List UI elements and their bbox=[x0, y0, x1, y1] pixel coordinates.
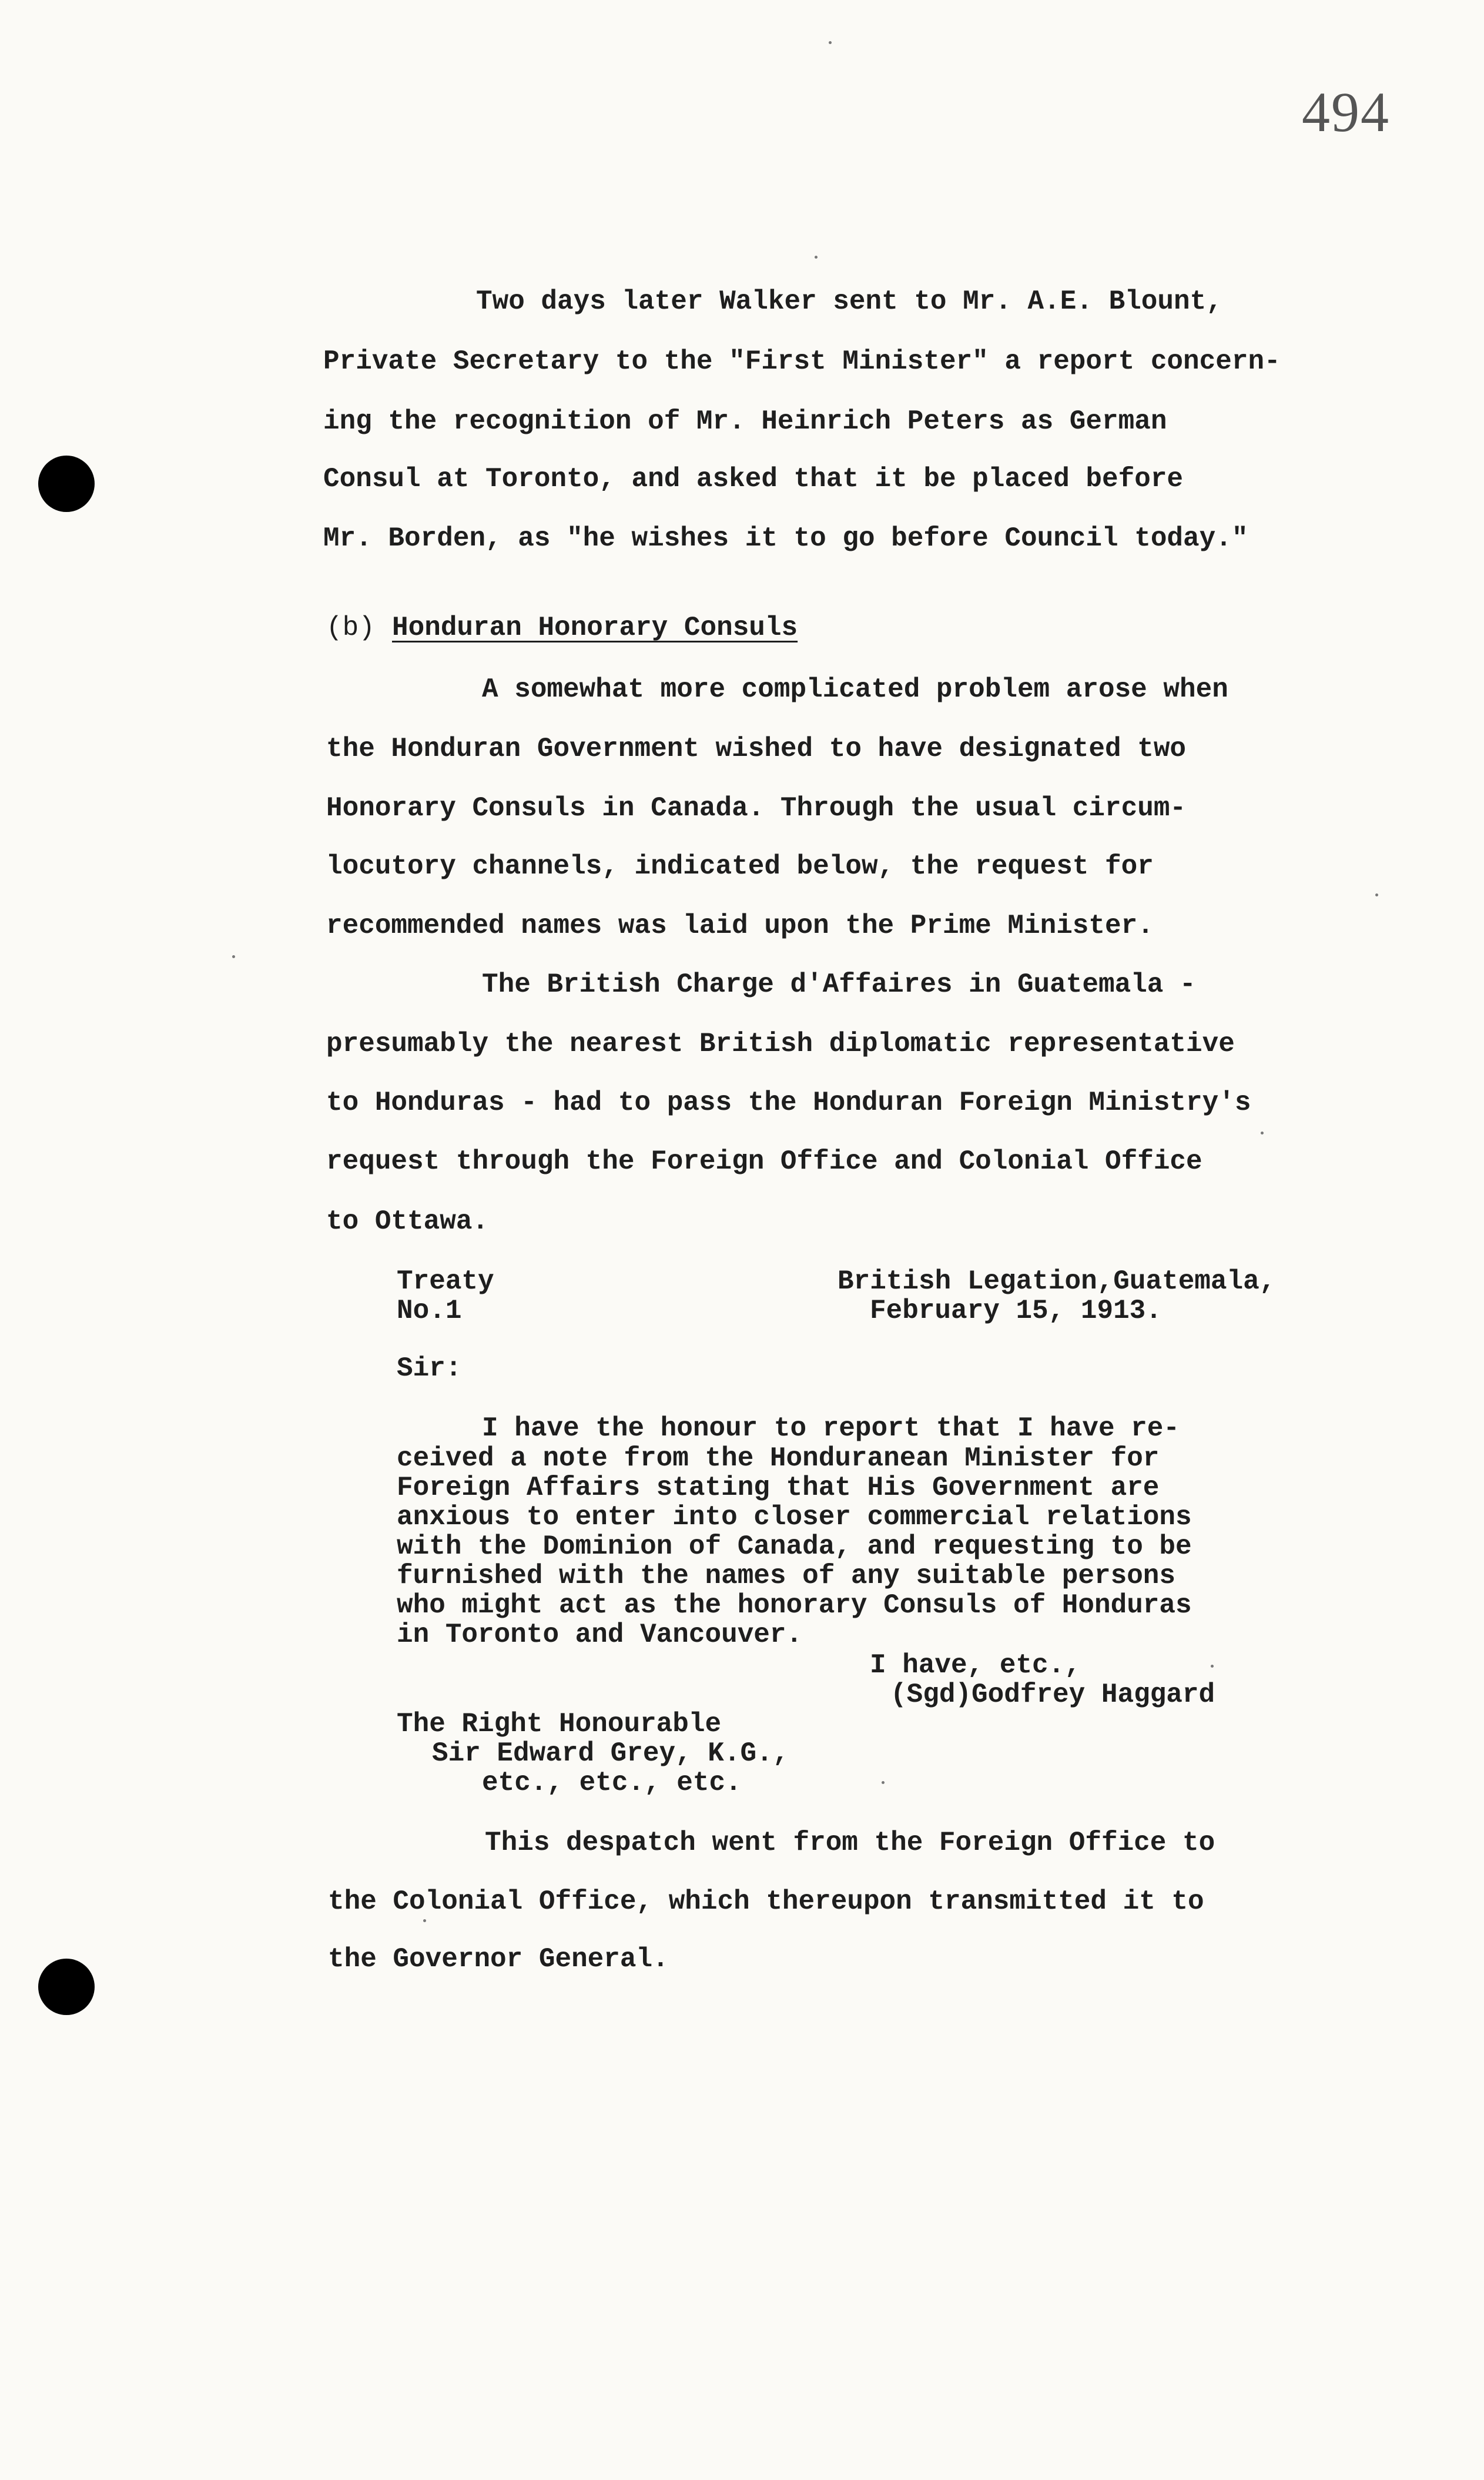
scan-speck bbox=[1261, 1132, 1264, 1134]
paragraph-1-line: ing the recognition of Mr. Heinrich Peters as German bbox=[323, 406, 1167, 437]
paragraph-3-line: request through the Foreign Office and Colonial Office bbox=[326, 1146, 1202, 1177]
paragraph-1-line: Mr. Borden, as "he wishes it to go before Council today." bbox=[323, 523, 1248, 554]
letter-body-line: furnished with the names of any suitable persons bbox=[397, 1561, 1176, 1591]
letter-body-line: who might act as the honorary Consuls of Honduras bbox=[397, 1590, 1192, 1621]
letter-ref-line: No.1 bbox=[397, 1296, 462, 1326]
punch-hole-bottom bbox=[38, 1959, 95, 2015]
scan-speck bbox=[1211, 1665, 1214, 1668]
letter-origin-line: British Legation,Guatemala, bbox=[838, 1266, 1276, 1297]
letter-body-line: in Toronto and Vancouver. bbox=[397, 1619, 803, 1650]
letter-body-line: with the Dominion of Canada, and requesting to be bbox=[397, 1531, 1192, 1562]
punch-hole-top bbox=[38, 456, 95, 512]
paragraph-1-line: Consul at Toronto, and asked that it be placed before bbox=[323, 464, 1184, 494]
letter-signature: (Sgd)Godfrey Haggard bbox=[890, 1679, 1215, 1710]
scan-speck bbox=[815, 256, 818, 259]
letter-closing: I have, etc., bbox=[870, 1650, 1081, 1681]
scan-speck bbox=[829, 41, 832, 44]
letter-salutation: Sir: bbox=[397, 1353, 462, 1384]
paragraph-2-line: recommended names was laid upon the Prime Minister. bbox=[326, 911, 1154, 941]
paragraph-3-line: to Honduras - had to pass the Honduran Foreign Ministry's bbox=[326, 1087, 1251, 1118]
section-label: (b) bbox=[326, 613, 375, 643]
paragraph-1-line: Two days later Walker sent to Mr. A.E. Blount, bbox=[476, 286, 1222, 317]
paragraph-3-line: to Ottawa. bbox=[326, 1206, 489, 1237]
scan-speck bbox=[882, 1781, 885, 1784]
paragraph-1-line: Private Secretary to the "First Minister" a report concern- bbox=[323, 346, 1281, 377]
letter-body-line: Foreign Affairs stating that His Government are bbox=[397, 1472, 1160, 1503]
page-number: 494 bbox=[1302, 81, 1390, 143]
letter-addressee-line: etc., etc., etc. bbox=[482, 1768, 742, 1798]
scan-speck bbox=[232, 955, 235, 958]
paragraph-4-line: This despatch went from the Foreign Office to bbox=[485, 1828, 1215, 1858]
paragraph-4-line: the Colonial Office, which thereupon transmitted it to bbox=[328, 1886, 1204, 1917]
section-title: Honduran Honorary Consuls bbox=[392, 613, 798, 643]
letter-ref-line: Treaty bbox=[397, 1266, 494, 1297]
letter-addressee-line: Sir Edward Grey, K.G., bbox=[432, 1738, 789, 1769]
letter-body-line: ceived a note from the Honduranean Minister for bbox=[397, 1443, 1160, 1474]
paragraph-3-line: The British Charge d'Affaires in Guatemala - bbox=[482, 969, 1196, 1000]
paragraph-2-line: the Honduran Government wished to have designated two bbox=[326, 734, 1187, 764]
letter-origin-line: February 15, 1913. bbox=[870, 1296, 1162, 1326]
paragraph-2-line: locutory channels, indicated below, the request for bbox=[326, 851, 1154, 882]
paragraph-4-line: the Governor General. bbox=[328, 1944, 669, 1974]
scan-speck bbox=[423, 1919, 426, 1922]
paragraph-2-line: Honorary Consuls in Canada. Through the usual circum- bbox=[326, 793, 1187, 824]
letter-body-line: I have the honour to report that I have re- bbox=[482, 1413, 1180, 1444]
letter-body-line: anxious to enter into closer commercial relations bbox=[397, 1502, 1192, 1532]
scan-speck bbox=[1375, 893, 1378, 896]
letter-addressee-line: The Right Honourable bbox=[397, 1709, 722, 1739]
paragraph-3-line: presumably the nearest British diplomatic representative bbox=[326, 1029, 1235, 1059]
paragraph-2-line: A somewhat more complicated problem arose when bbox=[482, 674, 1228, 705]
